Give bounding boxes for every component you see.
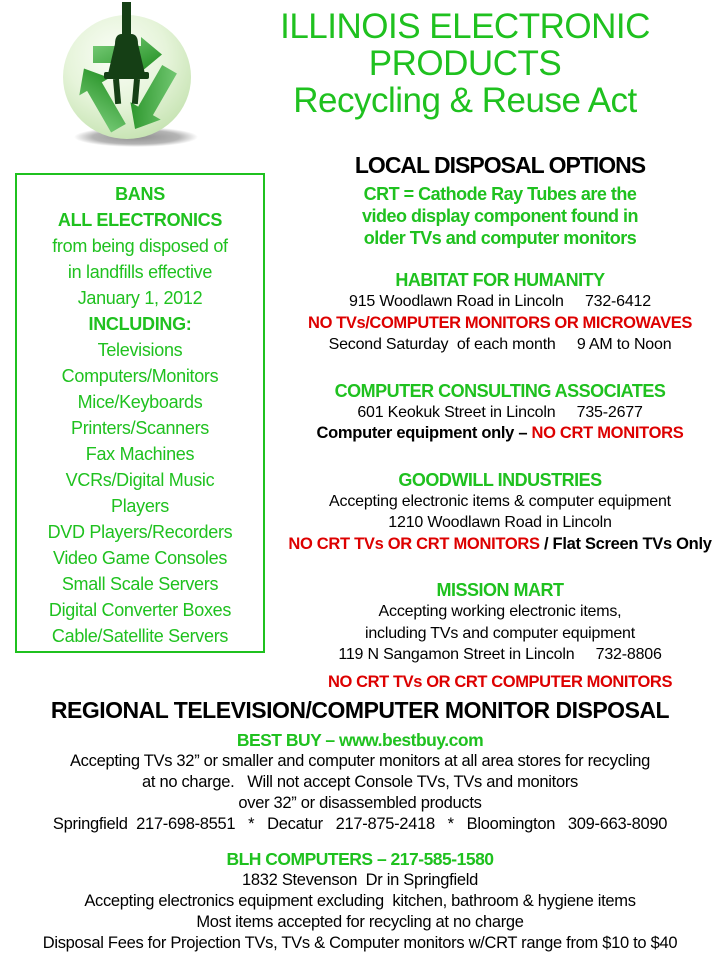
banned-item: Printers/Scanners bbox=[71, 418, 209, 438]
recycling-plug-logo-icon bbox=[56, 2, 210, 148]
bans-box bbox=[15, 173, 265, 653]
store-phone-line: Springfield 217-698-8551 * Decatur 217-875-2418 * Bloomington 309-663-8090 bbox=[52, 815, 668, 833]
title-line-2: PRODUCTS bbox=[368, 44, 562, 83]
store-name: BEST BUY – www.bestbuy.com bbox=[236, 730, 484, 750]
store-best-buy bbox=[0, 730, 720, 835]
title-line-1: ILLINOIS ELECTRONIC bbox=[280, 7, 650, 46]
banned-item: Digital Converter Boxes bbox=[48, 600, 232, 620]
banned-item: Players bbox=[111, 496, 169, 516]
crt-definition-line: video display component found in bbox=[361, 206, 638, 226]
org-description: including TVs and computer equipment bbox=[364, 624, 635, 642]
org-address: 119 N Sangamon Street in Lincoln 732-8806 bbox=[338, 646, 662, 663]
org-warning-red: NO CRT TVs OR CRT MONITORS bbox=[288, 534, 540, 553]
org-mission-mart bbox=[282, 580, 718, 693]
org-name: MISSION MART bbox=[436, 580, 564, 600]
org-address: 601 Keokuk Street in Lincoln 735-2677 bbox=[357, 403, 643, 421]
bans-text-line: from being disposed of bbox=[52, 236, 228, 256]
org-note-black: Computer equipment only – bbox=[316, 424, 532, 442]
crt-definition-line: CRT = Cathode Ray Tubes are the bbox=[363, 184, 637, 204]
regional-heading: REGIONAL TELEVISION/COMPUTER MONITOR DISPOSAL bbox=[50, 697, 670, 723]
org-warning: NO CRT TVs OR CRT COMPUTER MONITORS bbox=[327, 672, 673, 691]
crt-definition-line: older TVs and computer monitors bbox=[363, 228, 637, 248]
org-schedule: Second Saturday of each month 9 AM to Noon bbox=[328, 336, 672, 353]
org-address: 915 Woodlawn Road in Lincoln 732-6412 bbox=[349, 293, 651, 310]
store-info-line: Most items accepted for recycling at no charge bbox=[196, 913, 524, 931]
banned-item: Computers/Monitors bbox=[61, 366, 219, 386]
page-title bbox=[218, 8, 712, 119]
local-disposal-heading: LOCAL DISPOSAL OPTIONS bbox=[354, 152, 646, 178]
banned-item: DVD Players/Recorders bbox=[47, 522, 233, 542]
store-info-line: Accepting TVs 32” or smaller and computer monitors at all area stores for recycling bbox=[69, 752, 651, 770]
org-description: Accepting working electronic items, bbox=[378, 603, 622, 620]
banned-item: Small Scale Servers bbox=[61, 574, 219, 594]
store-info-line: Accepting electronics equipment excluding kitchen, bathroom & hygiene items bbox=[84, 892, 636, 910]
store-info-line: over 32” or disassembled products bbox=[238, 794, 482, 812]
org-warning-black: / Flat Screen TVs Only bbox=[539, 534, 712, 553]
regional-disposal-section bbox=[0, 697, 720, 954]
store-info-line: at no charge. Will not accept Console TVs, TVs and monitors bbox=[142, 773, 578, 791]
title-line-3: Recycling & Reuse Act bbox=[293, 81, 637, 120]
banned-item: Mice/Keyboards bbox=[77, 392, 203, 412]
org-name: GOODWILL INDUSTRIES bbox=[398, 469, 602, 490]
org-description: Accepting electronic items & computer equipment bbox=[329, 492, 671, 510]
banned-item: Televisions bbox=[97, 340, 183, 360]
org-note-red: NO CRT MONITORS bbox=[531, 424, 684, 442]
banned-item: VCRs/Digital Music bbox=[65, 470, 215, 490]
local-disposal-section bbox=[282, 152, 718, 693]
store-fees-line: Disposal Fees for Projection TVs, TVs & Computer monitors w/CRT range from $10 to $40 bbox=[42, 934, 678, 952]
banned-item: Cable/Satellite Servers bbox=[51, 626, 229, 646]
org-name: HABITAT FOR HUMANITY bbox=[395, 270, 605, 290]
org-goodwill-industries bbox=[282, 470, 718, 556]
recycling-plug-logo bbox=[56, 2, 210, 148]
store-address: 1832 Stevenson Dr in Springfield bbox=[242, 871, 478, 889]
bans-text-line: in landfills effective bbox=[67, 262, 213, 282]
org-address: 1210 Woodlawn Road in Lincoln bbox=[388, 514, 612, 531]
org-note bbox=[282, 423, 718, 445]
including-label: INCLUDING: bbox=[88, 314, 192, 334]
banned-item: Video Game Consoles bbox=[52, 548, 228, 568]
store-name: BLH COMPUTERS – 217-585-1580 bbox=[226, 849, 494, 869]
bans-heading: BANS bbox=[115, 184, 165, 204]
org-warning bbox=[282, 534, 718, 556]
banned-item: Fax Machines bbox=[85, 444, 195, 464]
bans-effective-date: January 1, 2012 bbox=[77, 288, 203, 308]
org-name: COMPUTER CONSULTING ASSOCIATES bbox=[334, 380, 666, 401]
org-habitat-for-humanity bbox=[282, 270, 718, 356]
org-computer-consulting-associates bbox=[282, 381, 718, 445]
bans-subheading: ALL ELECTRONICS bbox=[57, 210, 223, 230]
org-warning: NO TVs/COMPUTER MONITORS OR MICROWAVES bbox=[308, 313, 692, 332]
store-blh-computers bbox=[0, 849, 720, 954]
